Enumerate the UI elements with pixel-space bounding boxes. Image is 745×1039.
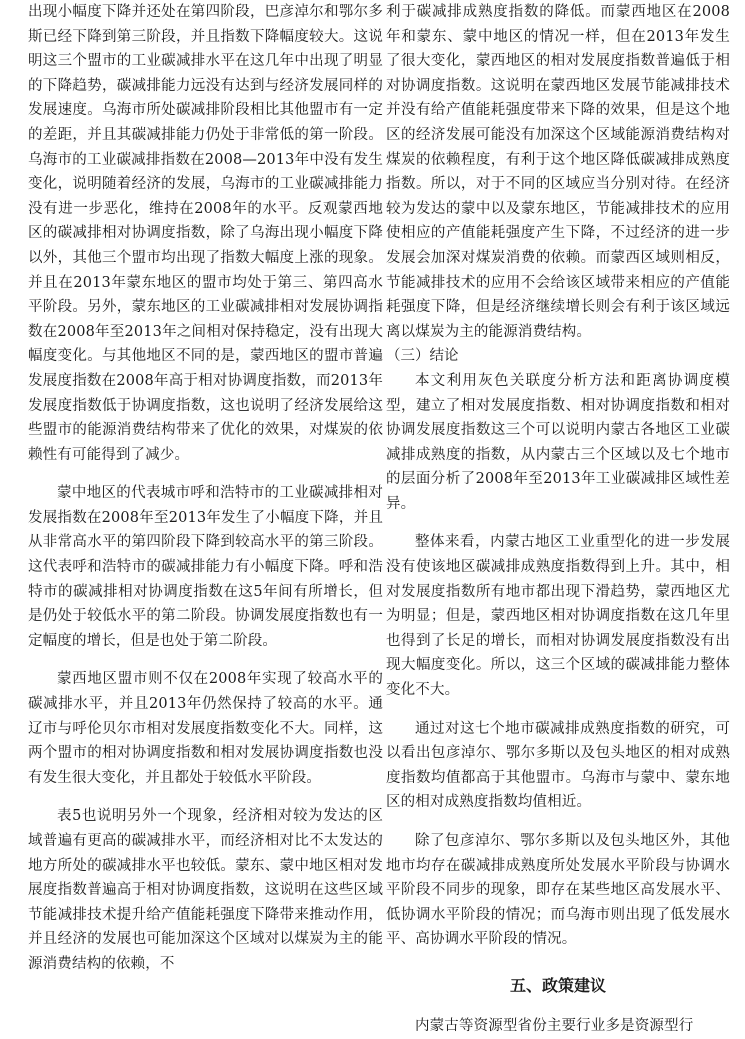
- body-paragraph: 整体来看，内蒙古地区工业重型化的进一步发展没有使该地区碳减排成熟度指数得到上升。其中，相对发展度指数所有地市都出现下滑趋势，蒙西地区尤为明显；但是，蒙西地区相对协调度指数在这几年里也得到了长足的增长，而相对协调发展度指数没有出现大幅度变化。所以，这三个区域的碳减排能力整体变化不大。: [386, 534, 730, 699]
- body-paragraph: 出现小幅度下降并还处在第四阶段，巴彦淖尔和鄂尔多斯已经下降到第三阶段，并且指数下降幅度较大。这说明这三个盟市的工业碳减排水平在这几年中出现了明显的下降趋势，碳减排能力远没有达到与经济发展同样的发展速度。乌海市所处碳减排阶段相比其他盟市有一定的差距，并且其碳减排能力仍处于非常低的第一阶段。乌海市的工业碳减排指数在2008—2013年中没有发生变化，说明随着经济的发展，乌海市的工业碳减排能力没有进一步恶化，维持在2008年的水平。反观蒙西地区的碳减排相对协调度指数，除了乌海出现小幅度下降以外，其他三个盟市均出现了指数大幅度上涨的现象。并且在2013年蒙东地区的盟市均处于第三、第四高水平阶段。另外，蒙东地区的工业碳减排相对发展协调指数在2008年至2013年之间相对保持稳定，没有出现大幅度变化。与其他地区不同的是，蒙西地区的盟市普遍发展度指数在2008年高于相对协调度指数，而2013年发展度指数低于协调度指数，这也说明了经济发展给这些盟市的能源消费结构带来了优化的效果，对煤炭的依赖性有可能得到了减少。: [28, 4, 383, 463]
- body-paragraph: 内蒙古等资源型省份主要行业多是资源型行: [415, 1017, 694, 1034]
- body-paragraph: 蒙中地区的代表城市呼和浩特市的工业碳减排相对发展指数在2008年至2013年发生了小幅度下降，并且从非常高水平的第四阶段下降到较高水平的第三阶段。这代表呼和浩特市的碳减排能力有小幅度下降。呼和浩特市的碳减排相对协调度指数在这5年间有所增长，但是仍处于较低水平的第二阶段。协调发展度指数也有一定幅度的增长，但是也处于第二阶段。: [28, 485, 383, 649]
- right-column: [386, 0, 730, 1039]
- body-paragraph: 除了包彦淖尔、鄂尔多斯以及包头地区外，其他地市均存在碳减排成熟度所处发展水平阶段与协调水平阶段不同步的现象，即存在某些地区高发展水平、低协调水平阶段的情况；而乌海市则出现了低发展水平、高协调水平阶段的情况。: [386, 833, 730, 948]
- section-title: 五、政策建议: [509, 975, 606, 995]
- body-paragraph: 通过对这七个地市碳减排成熟度指数的研究，可以看出包彦淖尔、鄂尔多斯以及包头地区的相对成熟度指数均值都高于其他盟市。乌海市与蒙中、蒙东地区的相对成熟度指数均值相近。: [386, 720, 730, 811]
- subsection-title: （三）结论: [386, 348, 459, 365]
- body-paragraph: 表5也说明另外一个现象，经济相对较为发达的区域普遍有更高的碳减排水平，而经济相对比不太发达的地方所处的碳减排水平也较低。蒙东、蒙中地区相对发展度指数普遍高于相对协调度指数，这说明在这些区域节能减排技术提升给产值能耗强度下降带来推动作用，并且经济的发展也可能加深这个区域对以煤炭为主的能源消费结构的依赖，不: [28, 808, 383, 972]
- body-paragraph: 蒙西地区盟市则不仅在2008年实现了较高水平的碳减排水平，并且2013年仍然保持了较高的水平。通辽市与呼伦贝尔市相对发展度指数变化不大。同样，这两个盟市的相对协调度指数和相对发展协调度指数也没有发生很大变化，并且都处于较低水平阶段。: [28, 671, 383, 786]
- left-column: [28, 0, 383, 977]
- body-paragraph: 利于碳减排成熟度指数的降低。而蒙西地区在2008年和蒙东、蒙中地区的情况一样，但在2013年发生了很大变化，蒙西地区的相对发展度指数普遍低于相对协调度指数。这说明在蒙西地区发展节能减排技术并没有给产值能耗强度带来下降的效果，但是这个地区的经济发展可能没有加深这个区域能源消费结构对煤炭的依赖程度，有利于这个地区降低碳减排成熟度指数。所以，对于不同的区域应当分别对待。在经济较为发达的蒙中以及蒙东地区，节能减排技术的应用使相应的产值能耗强度产生下降，不过经济的进一步发展会加深对煤炭消费的依赖。而蒙西区域则相反，节能减排技术的应用不会给该区域带来相应的产值能耗强度下降，但是经济继续增长则会有利于该区域远离以煤炭为主的能源消费结构。: [386, 4, 730, 340]
- body-paragraph: 本文利用灰色关联度分析方法和距离协调度模型，建立了相对发展度指数、相对协调度指数和相对协调发展度指数这三个可以说明内蒙古各地区工业碳减排成熟度的指数，从内蒙古三个区域以及七个地市的层面分析了2008年至2013年工业碳减排区域性差异。: [386, 372, 730, 512]
